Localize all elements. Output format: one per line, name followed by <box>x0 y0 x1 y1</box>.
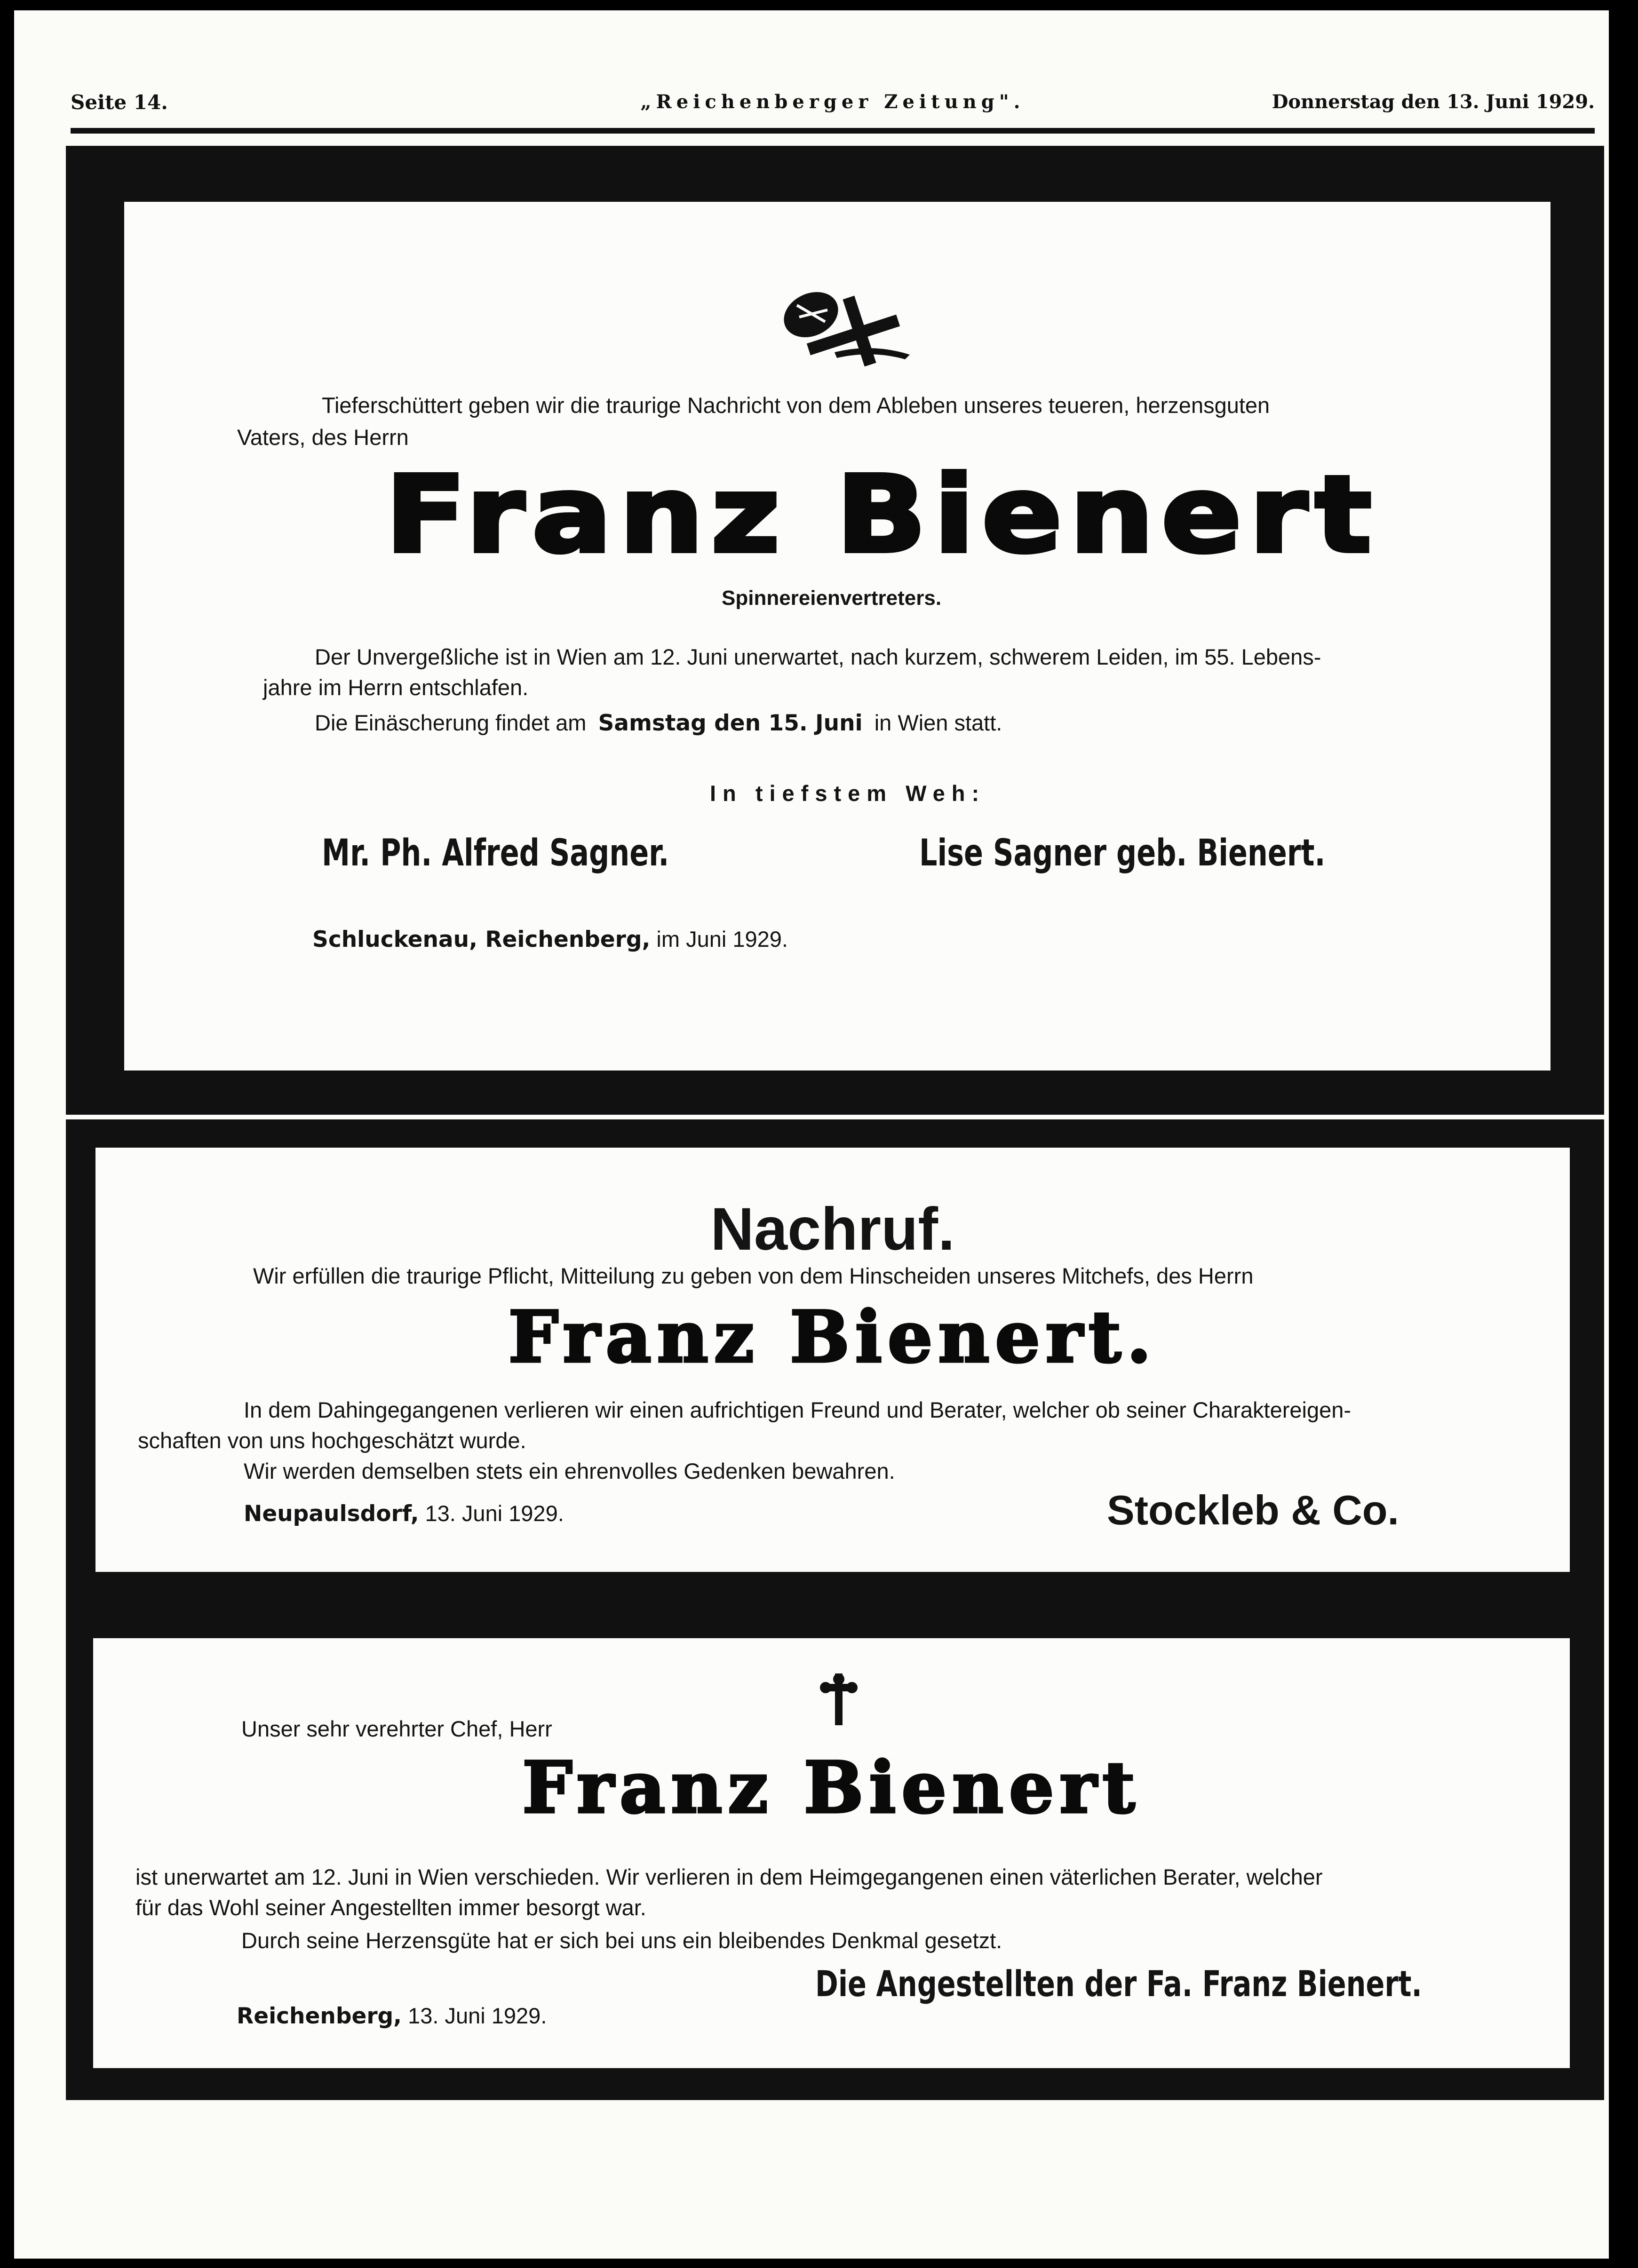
intro-text: Wir erfüllen die traurige Pflicht, Mitteilung zu geben von dem Hinscheiden unseres Mitchefs, des Herrn <box>253 1263 1254 1288</box>
cremation-post: in Wien statt. <box>874 710 1002 735</box>
obituary-company <box>92 1144 1574 1576</box>
date: im Juni 1929. <box>656 927 788 952</box>
date: 13. Juni 1929. <box>425 1501 564 1526</box>
date: 13. Juni 1929. <box>408 2003 547 2028</box>
cremation-line <box>315 707 1002 739</box>
company-signature: Stockleb & Co. <box>1107 1487 1399 1533</box>
newspaper-title: „Reichenberger Zeitung". <box>640 91 1025 113</box>
place-date <box>237 2000 547 2032</box>
signer-1: Mr. Ph. Alfred Sagner. <box>322 832 669 874</box>
obituary-employees <box>89 1634 1574 2072</box>
signer-2: Lise Sagner geb. Bienert. <box>919 832 1326 874</box>
occupation: Spinnereienvertreters. <box>722 587 942 610</box>
text-line2: schaften von uns hochgeschätzt wurde. <box>138 1428 526 1453</box>
intro-text-line2: Vaters, des Herrn <box>237 425 409 450</box>
cross-with-palm-icon <box>778 277 919 366</box>
page-number: Seite 14. <box>71 91 168 114</box>
deceased-name: Franz Bienert. <box>508 1296 1157 1379</box>
obituary-family <box>120 198 1555 1075</box>
deceased-name: Franz Bienert <box>385 453 1379 577</box>
issue-date: Donnerstag den 13. Juni 1929. <box>1272 91 1595 113</box>
mourning-line: In tiefstem Weh: <box>710 781 986 806</box>
intro-text: Unser sehr verehrter Chef, Herr <box>241 1716 552 1741</box>
text-line3: Durch seine Herzensgüte hat er sich bei uns ein bleibendes Denkmal gesetzt. <box>241 1928 1002 1953</box>
place-date <box>312 924 788 955</box>
intro-text-line1: Tieferschüttert geben wir die traurige Nachricht von dem Ableben unseres teueren, herzensguten <box>322 393 1270 418</box>
place: Reichenberg, <box>237 2003 402 2029</box>
text-line2: jahre im Herrn entschlafen. <box>263 675 529 700</box>
place: Schluckenau, Reichenberg, <box>312 927 651 952</box>
cross-icon <box>820 1673 858 1725</box>
employees-signature: Die Angestellten der Fa. Franz Bienert. <box>815 1963 1422 2005</box>
place-date <box>244 1498 564 1530</box>
place: Neupaulsdorf, <box>244 1501 419 1527</box>
text-line1: Der Unvergeßliche ist in Wien am 12. Juni unerwartet, nach kurzem, schwerem Leiden, im 55. Lebens- <box>315 644 1321 669</box>
text-line2: für das Wohl seiner Angestellten immer besorgt war. <box>135 1895 646 1920</box>
cremation-date: Samstag den 15. Juni <box>598 710 863 736</box>
page-header <box>71 87 1595 125</box>
cremation-pre: Die Einäscherung findet am <box>315 710 587 735</box>
text-line3: Wir werden demselben stets ein ehrenvolles Gedenken bewahren. <box>244 1459 895 1483</box>
deceased-name: Franz Bienert <box>522 1746 1141 1829</box>
text-line1: In dem Dahingegangenen verlieren wir einen aufrichtigen Freund und Berater, welcher ob seiner Charaktereigen- <box>244 1397 1352 1422</box>
nachruf-title: Nachruf. <box>710 1196 955 1263</box>
header-rule <box>71 128 1595 134</box>
text-line1: ist unerwartet am 12. Juni in Wien verschieden. Wir verlieren in dem Heimgegangenen einen väterlichen Berater, welcher <box>135 1864 1323 1889</box>
